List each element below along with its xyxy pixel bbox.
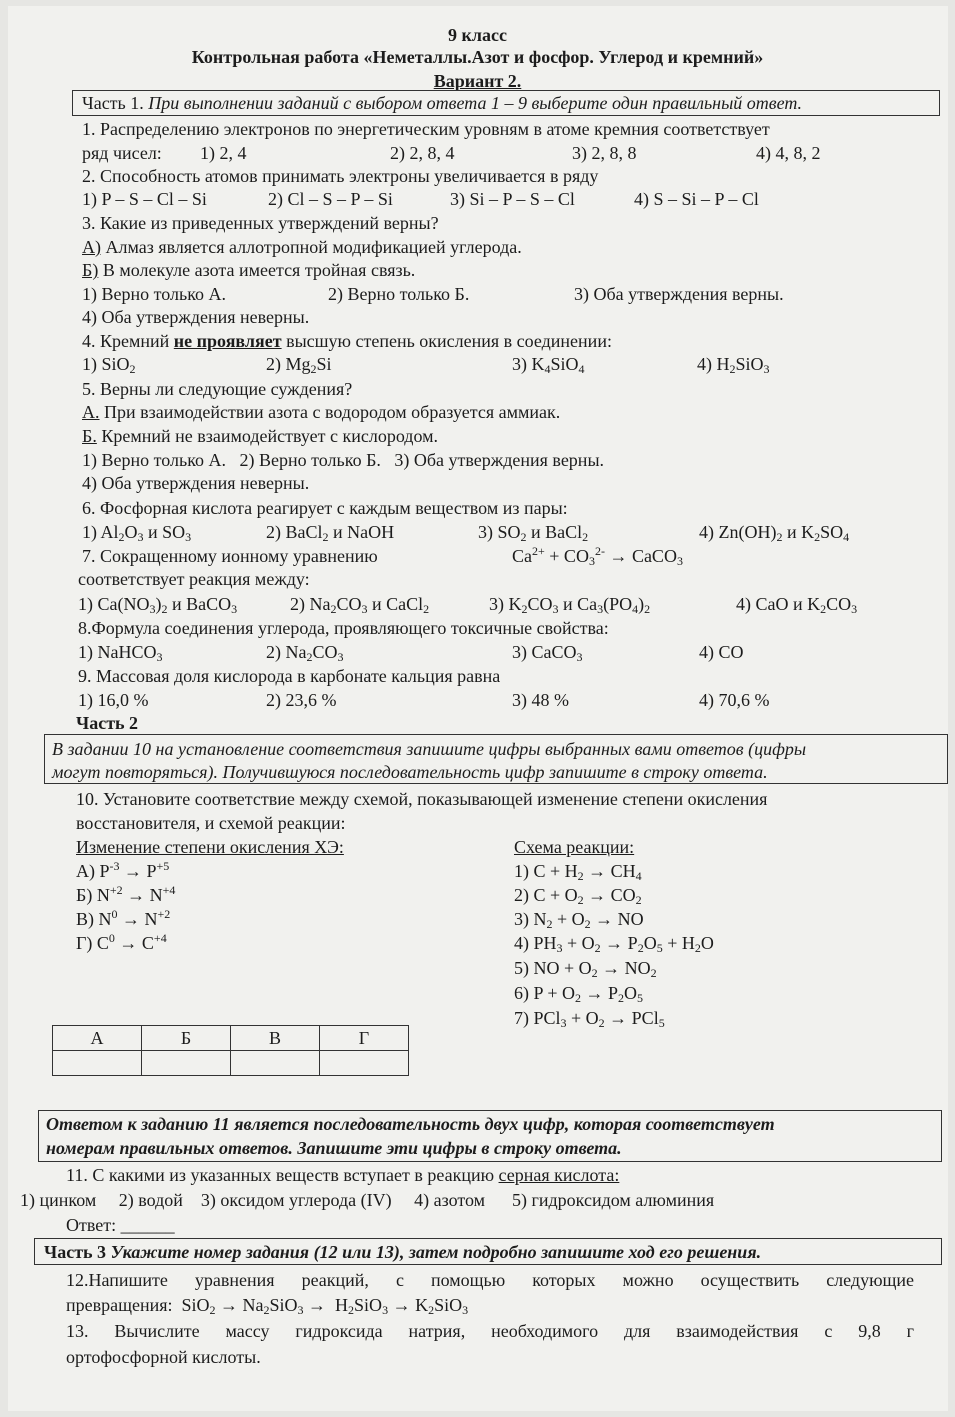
q6-option-2: 2) BaCl$_2$ и NaOH <box>266 522 395 544</box>
part1-label: Часть 1. <box>82 93 144 113</box>
q7-option-3: 3) $K_2CO_3$ и $Ca_3(PO_4)_2$ <box>489 594 651 616</box>
q6-option-3: 3) $SO_2$ и BaCl$_2$ <box>478 522 589 544</box>
q10-change-g: Г) $C^0 \to C^{+4}$ <box>76 931 167 953</box>
q5-option-4: 4) Оба утверждения неверны. <box>82 473 310 493</box>
q6-option-1: 1) $Al_2O_3$ и $SO_3$ <box>82 522 192 544</box>
q9-option-4: 4) 70,6 % <box>699 690 770 710</box>
q9-option-2: 2) 23,6 % <box>266 690 337 710</box>
q13-line2: ортофосфорной кислоты. <box>66 1347 261 1367</box>
q1-option-4: 4) 4, 8, 2 <box>756 143 821 163</box>
q4-text <box>82 330 612 352</box>
q10-reaction-1: 1) $C + H_2 \to CH_4$ <box>514 861 642 883</box>
q5-statement-a: А. При взаимодействии азота с водородом образуется аммиак. <box>82 402 561 422</box>
q6-option-4: 4) $Zn(OH)_2$ и $K_2SO_4$ <box>699 522 850 544</box>
answer-cell-v[interactable] <box>231 1051 320 1076</box>
grade-label: 9 класс <box>448 25 507 45</box>
part3-instruction <box>44 1241 761 1263</box>
part2-instruction-line2: могут повторяться). Получившуюся последовательность цифр запишите в строку ответа. <box>52 762 768 782</box>
q3-b-label: Б) <box>82 260 99 280</box>
q3-statement-a <box>82 236 522 258</box>
q1-text: 1. Распределению электронов по энергетическим уровням в атоме кремния соответствует <box>82 119 770 139</box>
q9-option-3: 3) 48 % <box>512 690 569 710</box>
part3-text: Укажите номер задания (12 или 13), затем подробно запишите ход его решения. <box>110 1242 762 1262</box>
q10-reaction-3: 3) $N_2 + O_2$ → NO <box>514 909 644 931</box>
part1-instruction <box>82 92 802 114</box>
answer-header-g: Г <box>320 1026 409 1051</box>
q2-option-1: 1) P – S – Cl – Si <box>82 189 207 209</box>
q3-statement-b <box>82 259 415 281</box>
q10-line1: 10. Установите соответствие между схемой, показывающей изменение степени окисления <box>76 789 768 809</box>
q2-option-2: 2) Cl – S – P – Si <box>268 189 393 209</box>
q6-text: 6. Фосфорная кислота реагирует с каждым веществом из пары: <box>82 498 568 518</box>
answer-cell-g[interactable] <box>320 1051 409 1076</box>
q4-option-2: 2) $Mg_2Si$ <box>266 354 332 376</box>
part2-label: Часть 2 <box>76 713 139 733</box>
q11-emphasis: серная кислота: <box>498 1165 620 1185</box>
q7-option-1: 1) $Ca(NO_3)_2$ и BaCO$_3$ <box>78 594 238 616</box>
q1-option-1: 1) 2, 4 <box>200 143 247 163</box>
q1-option-2: 2) 2, 8, 4 <box>390 143 455 163</box>
q10-answer-table <box>52 1025 409 1076</box>
q12-line1: 12.Напишите уравнения реакций, с помощью которых можно осуществить следующие <box>66 1270 914 1290</box>
q11-instruction-line2: номерам правильных ответов. Запишите эти цифры в строку ответа. <box>46 1138 622 1158</box>
q4-option-3: 3) $K_4SiO_4$ <box>512 354 585 376</box>
q10-left-header: Изменение степени окисления ХЭ: <box>76 837 344 857</box>
q8-option-1: 1) NaHCO$_3$ <box>78 642 163 664</box>
q10-reaction-5: 5) NO + $O_2 \to NO_2$ <box>514 958 657 980</box>
q8-text: 8.Формула соединения углерода, проявляющего токсичные свойства: <box>78 618 609 638</box>
q10-right-header: Схема реакции: <box>514 837 635 857</box>
q3-option-3: 3) Оба утверждения верны. <box>574 284 784 304</box>
q13-line1: 13. Вычислите массу гидроксида натрия, необходимого для взаимодействия с 9,8 г <box>66 1321 914 1341</box>
q9-option-1: 1) 16,0 % <box>78 690 149 710</box>
q9-text: 9. Массовая доля кислорода в карбонате кальция равна <box>78 666 501 686</box>
q7-continuation: соответствует реакция между: <box>78 569 310 589</box>
q11-options: 1) цинком 2) водой 3) оксидом углерода (IV) 4) азотом 5) гидроксидом алюминия <box>20 1190 715 1210</box>
q4-emphasis: не проявляет <box>173 331 282 351</box>
q7-option-2: 2) $Na_2CO_3$ и CaCl$_2$ <box>290 594 430 616</box>
q5-statement-b: Б. Кремний не взаимодействует с кислородом. <box>82 426 439 446</box>
q11-pre: 11. С какими из указанных веществ вступает в реакцию <box>66 1165 495 1185</box>
q4-post: высшую степень окисления в соединении: <box>286 331 612 351</box>
q10-change-a: А) $P^{-3} \to P^{+5}$ <box>76 859 170 881</box>
test-title: Контрольная работа «Неметаллы.Азот и фосфор. Углерод и кремний» <box>191 47 764 67</box>
q11-text <box>66 1164 619 1186</box>
q2-text: 2. Способность атомов принимать электроны увеличивается в ряду <box>82 166 599 186</box>
variant-label: Вариант 2. <box>433 71 522 91</box>
q2-option-3: 3) Si – P – S – Cl <box>450 189 575 209</box>
q4-pre: 4. Кремний <box>82 331 170 351</box>
q11-answer-line[interactable]: Ответ: ______ <box>66 1215 175 1235</box>
q10-reaction-7: 7) $PCl_3 + O_2 \to PCl_5$ <box>514 1008 665 1030</box>
part3-label: Часть 3 <box>44 1242 107 1262</box>
q5-text: 5. Верны ли следующие суждения? <box>82 379 353 399</box>
q3-option-4: 4) Оба утверждения неверны. <box>82 307 310 327</box>
q10-reaction-4: 4) $PH_3 + O_2 \to P_2O_5 + H_2O$ <box>514 933 714 955</box>
q1-prefix: ряд чисел: <box>82 143 162 163</box>
answer-cell-b[interactable] <box>142 1051 231 1076</box>
q3-b-text: В молекуле азота имеется тройная связь. <box>102 260 416 280</box>
part2-instruction-line1: В задании 10 на установление соответствия запишите цифры выбранных вами ответов (цифры <box>52 739 807 759</box>
answer-header-b: Б <box>142 1026 231 1051</box>
q7-option-4: 4) CaO и $K_2CO_3$ <box>736 594 858 616</box>
q8-option-2: 2) $Na_2CO_3$ <box>266 642 344 664</box>
q3-option-2: 2) Верно только Б. <box>328 284 470 304</box>
q12-line2: превращения: $SiO_2 \to Na_2SiO_3 \to H_2SiO_3 \to K_2SiO_3$ <box>66 1295 469 1317</box>
q8-option-3: 3) CaCO$_3$ <box>512 642 583 664</box>
q10-change-v: В) $N^0 \to N^{+2}$ <box>76 907 171 929</box>
answer-cell-a[interactable] <box>53 1051 142 1076</box>
q3-option-1: 1) Верно только А. <box>82 284 227 304</box>
q11-instruction-line1: Ответом к заданию 11 является последовательность двух цифр, которая соответствует <box>46 1114 775 1134</box>
q7-ionic-equation: $Ca^{2+} + CO_3^{2-}$ → CaCO$_3$ <box>512 544 683 568</box>
q2-option-4: 4) S – Si – P – Cl <box>634 189 759 209</box>
q1-option-3: 3) 2, 8, 8 <box>572 143 637 163</box>
q8-option-4: 4) CO <box>699 642 744 662</box>
q3-text: 3. Какие из приведенных утверждений верны? <box>82 213 439 233</box>
q10-change-b: Б) $N^{+2} \to N^{+4}$ <box>76 883 176 905</box>
answer-header-a: А <box>53 1026 142 1051</box>
q10-reaction-6: 6) $P + O_2 \to P_2O_5$ <box>514 983 644 1005</box>
q4-option-1: 1) SiO$_2$ <box>82 354 136 376</box>
q12-prefix: превращения: <box>66 1295 173 1315</box>
part1-text: При выполнении заданий с выбором ответа 1 – 9 выберите один правильный ответ. <box>148 93 803 113</box>
q3-a-label: А) <box>82 237 101 257</box>
q10-reaction-2: 2) $C + O_2 \to CO_2$ <box>514 885 642 907</box>
answer-header-v: В <box>231 1026 320 1051</box>
q7-text: 7. Сокращенному ионному уравнению <box>82 546 378 566</box>
q10-line2: восстановителя, и схемой реакции: <box>76 813 346 833</box>
q5-options-1-3: 1) Верно только А. 2) Верно только Б. 3) Оба утверждения верны. <box>82 450 605 470</box>
q4-option-4: 4) $H_2SiO_3$ <box>697 354 770 376</box>
q3-a-text: Алмаз является аллотропной модификацией углерода. <box>105 237 522 257</box>
